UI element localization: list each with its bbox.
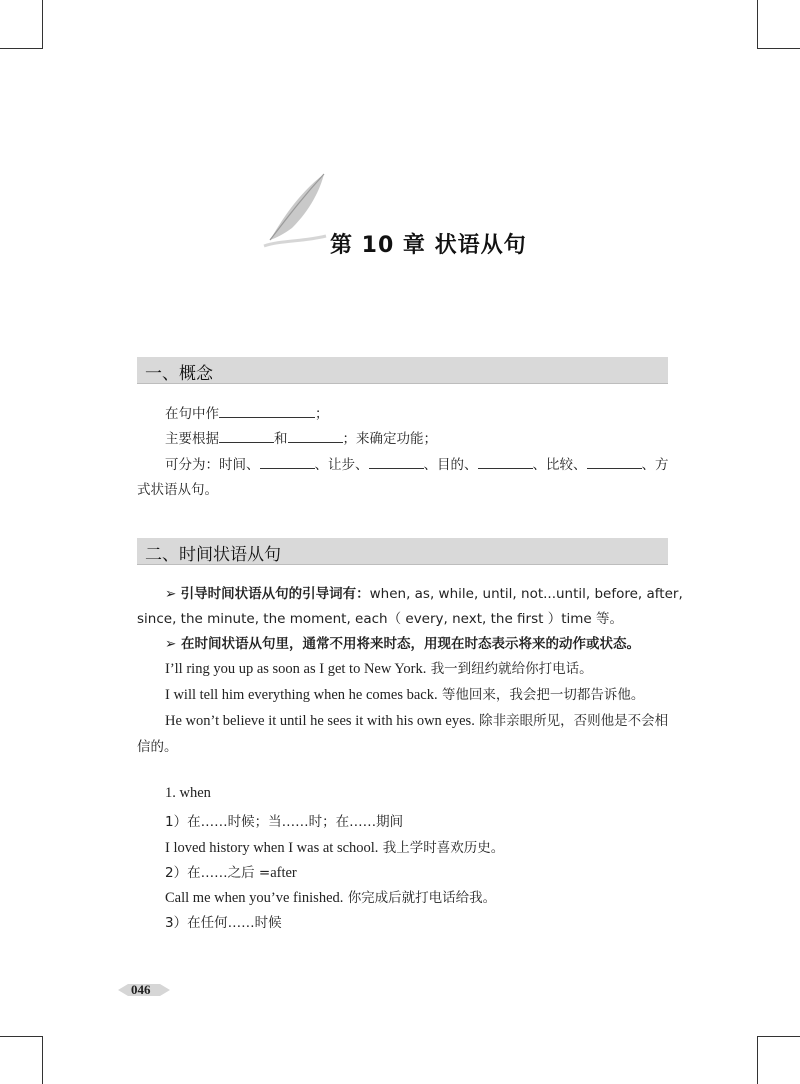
section-title: 一、概念: [145, 364, 213, 384]
bullet-2: [165, 632, 640, 652]
sense-3: 3）在任何……时候: [165, 915, 282, 931]
chapter-title: 第 10 章 状语从句: [330, 233, 527, 258]
text: ；来确定功能；: [342, 431, 437, 447]
fill-blank: [369, 456, 424, 469]
text: He won’t believe it until he sees it with his own eyes.: [165, 713, 475, 729]
bullet-1: [165, 582, 683, 602]
section-header-time-clause: [137, 538, 668, 565]
text: after: [270, 865, 297, 881]
text: 、让步、: [314, 457, 369, 473]
text: Call me when you’ve finished.: [165, 890, 344, 906]
page-number: [118, 980, 170, 1000]
text: 等他回来，我会把一切都告诉他。: [441, 687, 645, 703]
example-3-continued: 信的。: [137, 739, 178, 755]
text: 2）在……之后 =: [165, 865, 271, 881]
concept-line-3: [165, 453, 669, 473]
bullet-arrow-icon: ➢: [165, 586, 177, 602]
fill-blank: [478, 456, 533, 469]
text: 除非亲眼所见，否则他是不会相: [479, 713, 669, 729]
section-header-concept: [137, 357, 668, 384]
text: ；: [315, 406, 329, 422]
example-1: [165, 657, 593, 678]
bullet-1-continued: since, the minute, the moment, each（ every, next, the first ）time 等。: [137, 611, 624, 627]
sub-heading-when: 1. when: [165, 785, 211, 801]
example-3: [165, 709, 668, 730]
text: 和: [274, 431, 288, 447]
text: 引导时间状语从句的引导词有：: [180, 586, 370, 602]
feather-icon: [262, 170, 332, 250]
concept-line-4: 式状语从句。: [137, 482, 218, 498]
sense-2-example: [165, 886, 496, 907]
fill-blank: [288, 430, 343, 443]
text: 、方: [641, 457, 669, 473]
text: I loved history when I was at school.: [165, 840, 379, 856]
text: 主要根据: [165, 431, 219, 447]
text: 在时间状语从句里，通常不用将来时态，用现在时态表示将来的动作或状态。: [181, 636, 641, 652]
concept-line-2: [165, 427, 437, 447]
fill-blank: [219, 430, 274, 443]
text: 我上学时喜欢历史。: [382, 840, 505, 856]
fill-blank: [587, 456, 642, 469]
sense-1-example: [165, 836, 504, 857]
text: I will tell him everything when he comes back.: [165, 687, 438, 703]
text: 在句中作: [165, 406, 219, 422]
text: when, as, while, until, not...until, before, after,: [369, 586, 683, 602]
bullet-arrow-icon: ➢: [165, 636, 177, 652]
section-title: 二、时间状语从句: [145, 545, 281, 565]
fill-blank: [260, 456, 315, 469]
sense-1: 1）在……时候；当……时；在……期间: [165, 814, 404, 830]
text: I’ll ring you up as soon as I get to New York.: [165, 661, 427, 677]
text: 、比较、: [532, 457, 587, 473]
text: 、目的、: [423, 457, 478, 473]
page-number-text: 046: [131, 982, 151, 997]
sense-2: [165, 861, 297, 882]
text: 我一到纽约就给你打电话。: [430, 661, 593, 677]
example-2: [165, 683, 644, 704]
text: 你完成后就打电话给我。: [347, 890, 497, 906]
fill-blank: [219, 405, 315, 418]
text: 可分为：时间、: [165, 457, 260, 473]
concept-line-1: [165, 402, 329, 422]
